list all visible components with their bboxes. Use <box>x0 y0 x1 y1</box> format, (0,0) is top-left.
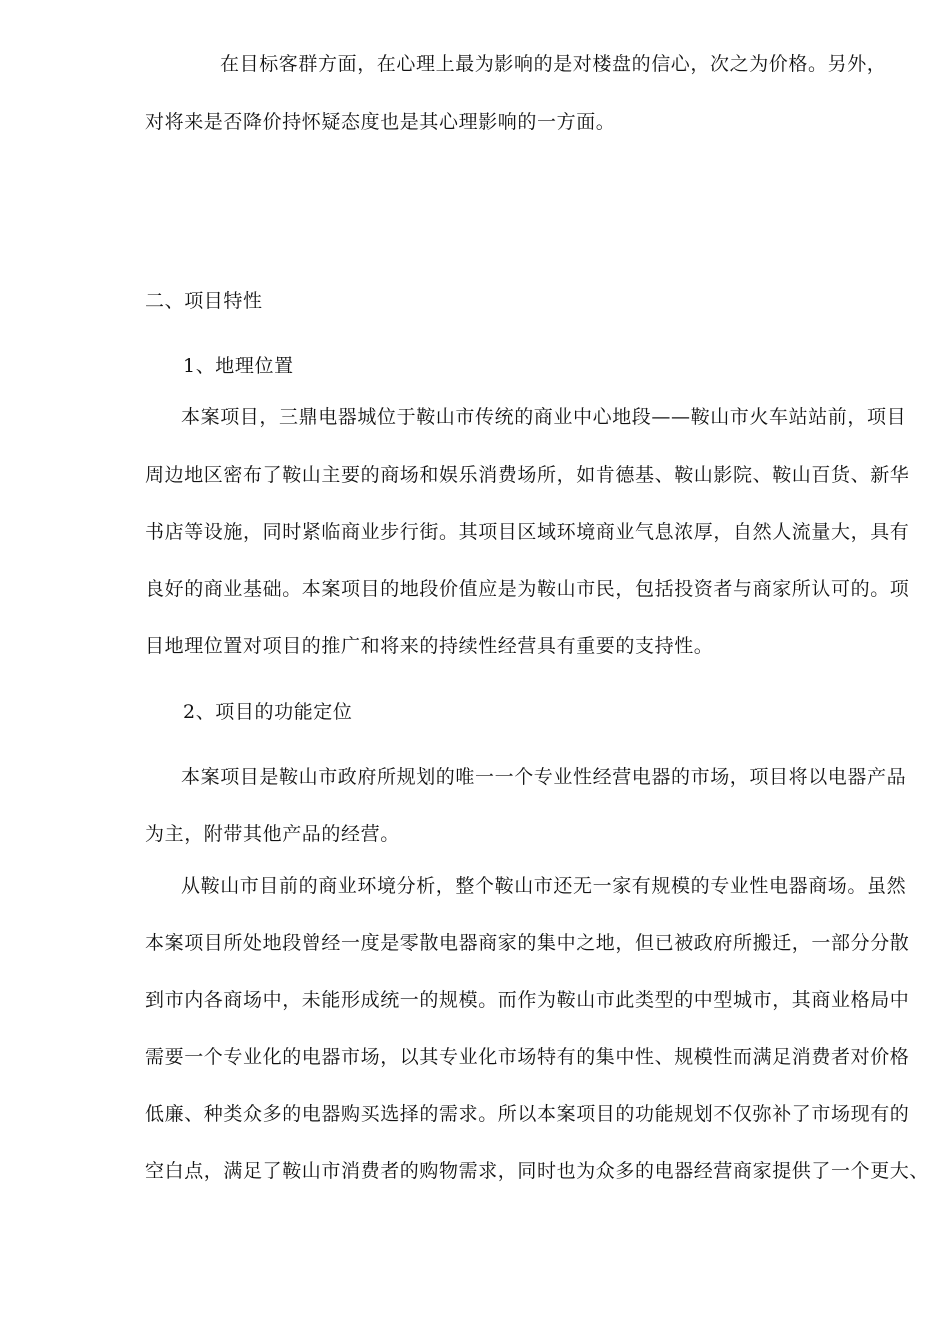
paragraph-line: 书店等设施，同时紧临商业步行街。其项目区域环境商业气息浓厚，自然人流量大，具有 <box>145 521 910 543</box>
paragraph-line: 为主，附带其他产品的经营。 <box>145 823 400 845</box>
paragraph-line: 本案项目所处地段曾经一度是零散电器商家的集中之地，但已被政府所搬迁，一部分分散 <box>145 932 910 954</box>
intro-line: 在目标客群方面，在心理上最为影响的是对楼盘的信心，次之为价格。另外， <box>220 53 887 75</box>
paragraph-line: 良好的商业基础。本案项目的地段价值应是为鞍山市民，包括投资者与商家所认可的。项 <box>145 578 910 600</box>
paragraph-line: 低廉、种类众多的电器购买选择的需求。所以本案项目的功能规划不仅弥补了市场现有的 <box>145 1103 910 1125</box>
paragraph-line: 空白点，满足了鞍山市消费者的购物需求，同时也为众多的电器经营商家提供了一个更大、 <box>145 1160 930 1182</box>
intro-line: 对将来是否降价持怀疑态度也是其心理影响的一方面。 <box>145 111 616 133</box>
paragraph-line: 需要一个专业化的电器市场，以其专业化市场特有的集中性、规模性而满足消费者对价格 <box>145 1046 910 1068</box>
paragraph-line: 目地理位置对项目的推广和将来的持续性经营具有重要的支持性。 <box>145 635 714 657</box>
paragraph-line: 从鞍山市目前的商业环境分析，整个鞍山市还无一家有规模的专业性电器商场。虽然 <box>181 875 907 897</box>
section-heading: 二、项目特性 <box>145 290 263 312</box>
paragraph-line: 本案项目是鞍山市政府所规划的唯一一个专业性经营电器的市场，项目将以电器产品 <box>181 766 907 788</box>
subsection-heading-function: 2、项目的功能定位 <box>183 701 353 723</box>
paragraph-line: 到市内各商场中，未能形成统一的规模。而作为鞍山市此类型的中型城市，其商业格局中 <box>145 989 910 1011</box>
subsection-heading-location: 1、地理位置 <box>183 355 294 377</box>
paragraph-line: 周边地区密布了鞍山主要的商场和娱乐消费场所，如肯德基、鞍山影院、鞍山百货、新华 <box>145 464 910 486</box>
paragraph-line: 本案项目，三鼎电器城位于鞍山市传统的商业中心地段——鞍山市火车站站前，项目 <box>181 406 907 428</box>
